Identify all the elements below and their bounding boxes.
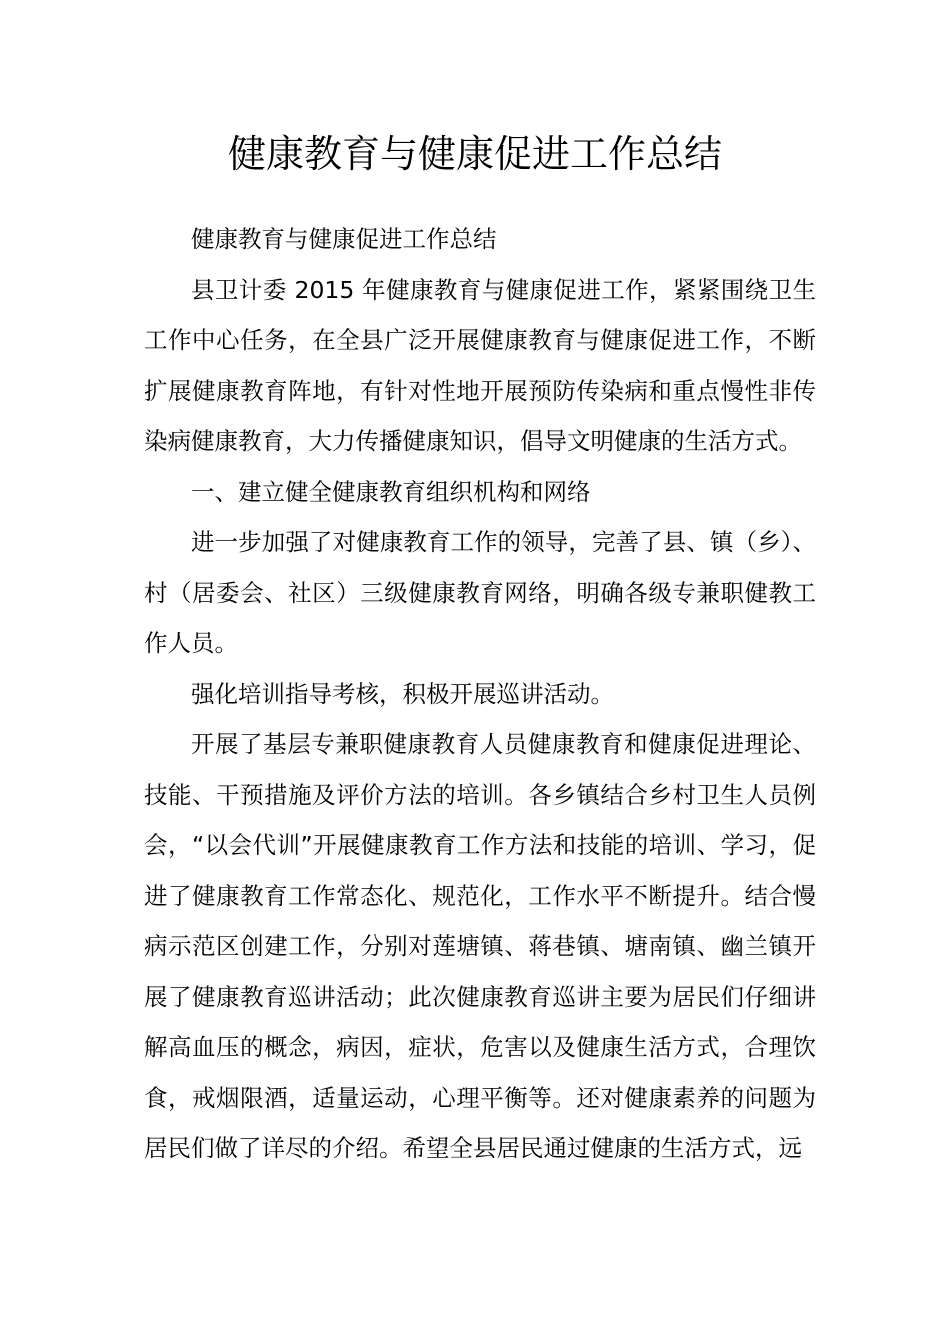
- paragraph-network: 进一步加强了对健康教育工作的领导，完善了县、镇（乡）、村（居委会、社区）三级健康教育网络，明确各级专兼职健教工作人员。: [144, 528, 816, 657]
- paragraph-training: 开展了基层专兼职健康教育人员健康教育和健康促进理论、技能、干预措施及评价方法的培训。各乡镇结合乡村卫生人员例会，“以会代训”开展健康教育工作方法和技能的培训、学习，促进了健康教育工作常态化、规范化，工作水平不断提升。结合慢病示范区创建工作，分别对莲塘镇、蒋巷镇、塘南镇、幽兰镇开展了健康教育巡讲活动；此次健康教育巡讲主要为居民们仔细讲解高血压的概念，病因，症状，危害以及健康生活方式，合理饮食，戒烟限酒，适量运动，心理平衡等。还对健康素养的问题为居民们做了详尽的介绍。希望全县居民通过健康的生活方式，远: [144, 730, 816, 1162]
- document-title: 健康教育与健康促进工作总结: [227, 132, 722, 177]
- paragraph-intro: 县卫计委 2015 年健康教育与健康促进工作，紧紧围绕卫生工作中心任务，在全县广泛开展健康教育与健康促进工作，不断扩展健康教育阵地，有针对性地开展预防传染病和重点慢性非传染病健康教育，大力传播健康知识，倡导文明健康的生活方式。: [144, 275, 816, 455]
- section-heading-1: 一、建立健全健康教育组织机构和网络: [191, 477, 591, 506]
- paragraph-subtitle: 健康教育与健康促进工作总结: [191, 225, 497, 253]
- document-body: [144, 214, 816, 1174]
- paragraph-training-heading: 强化培训指导考核，积极开展巡讲活动。: [191, 679, 614, 708]
